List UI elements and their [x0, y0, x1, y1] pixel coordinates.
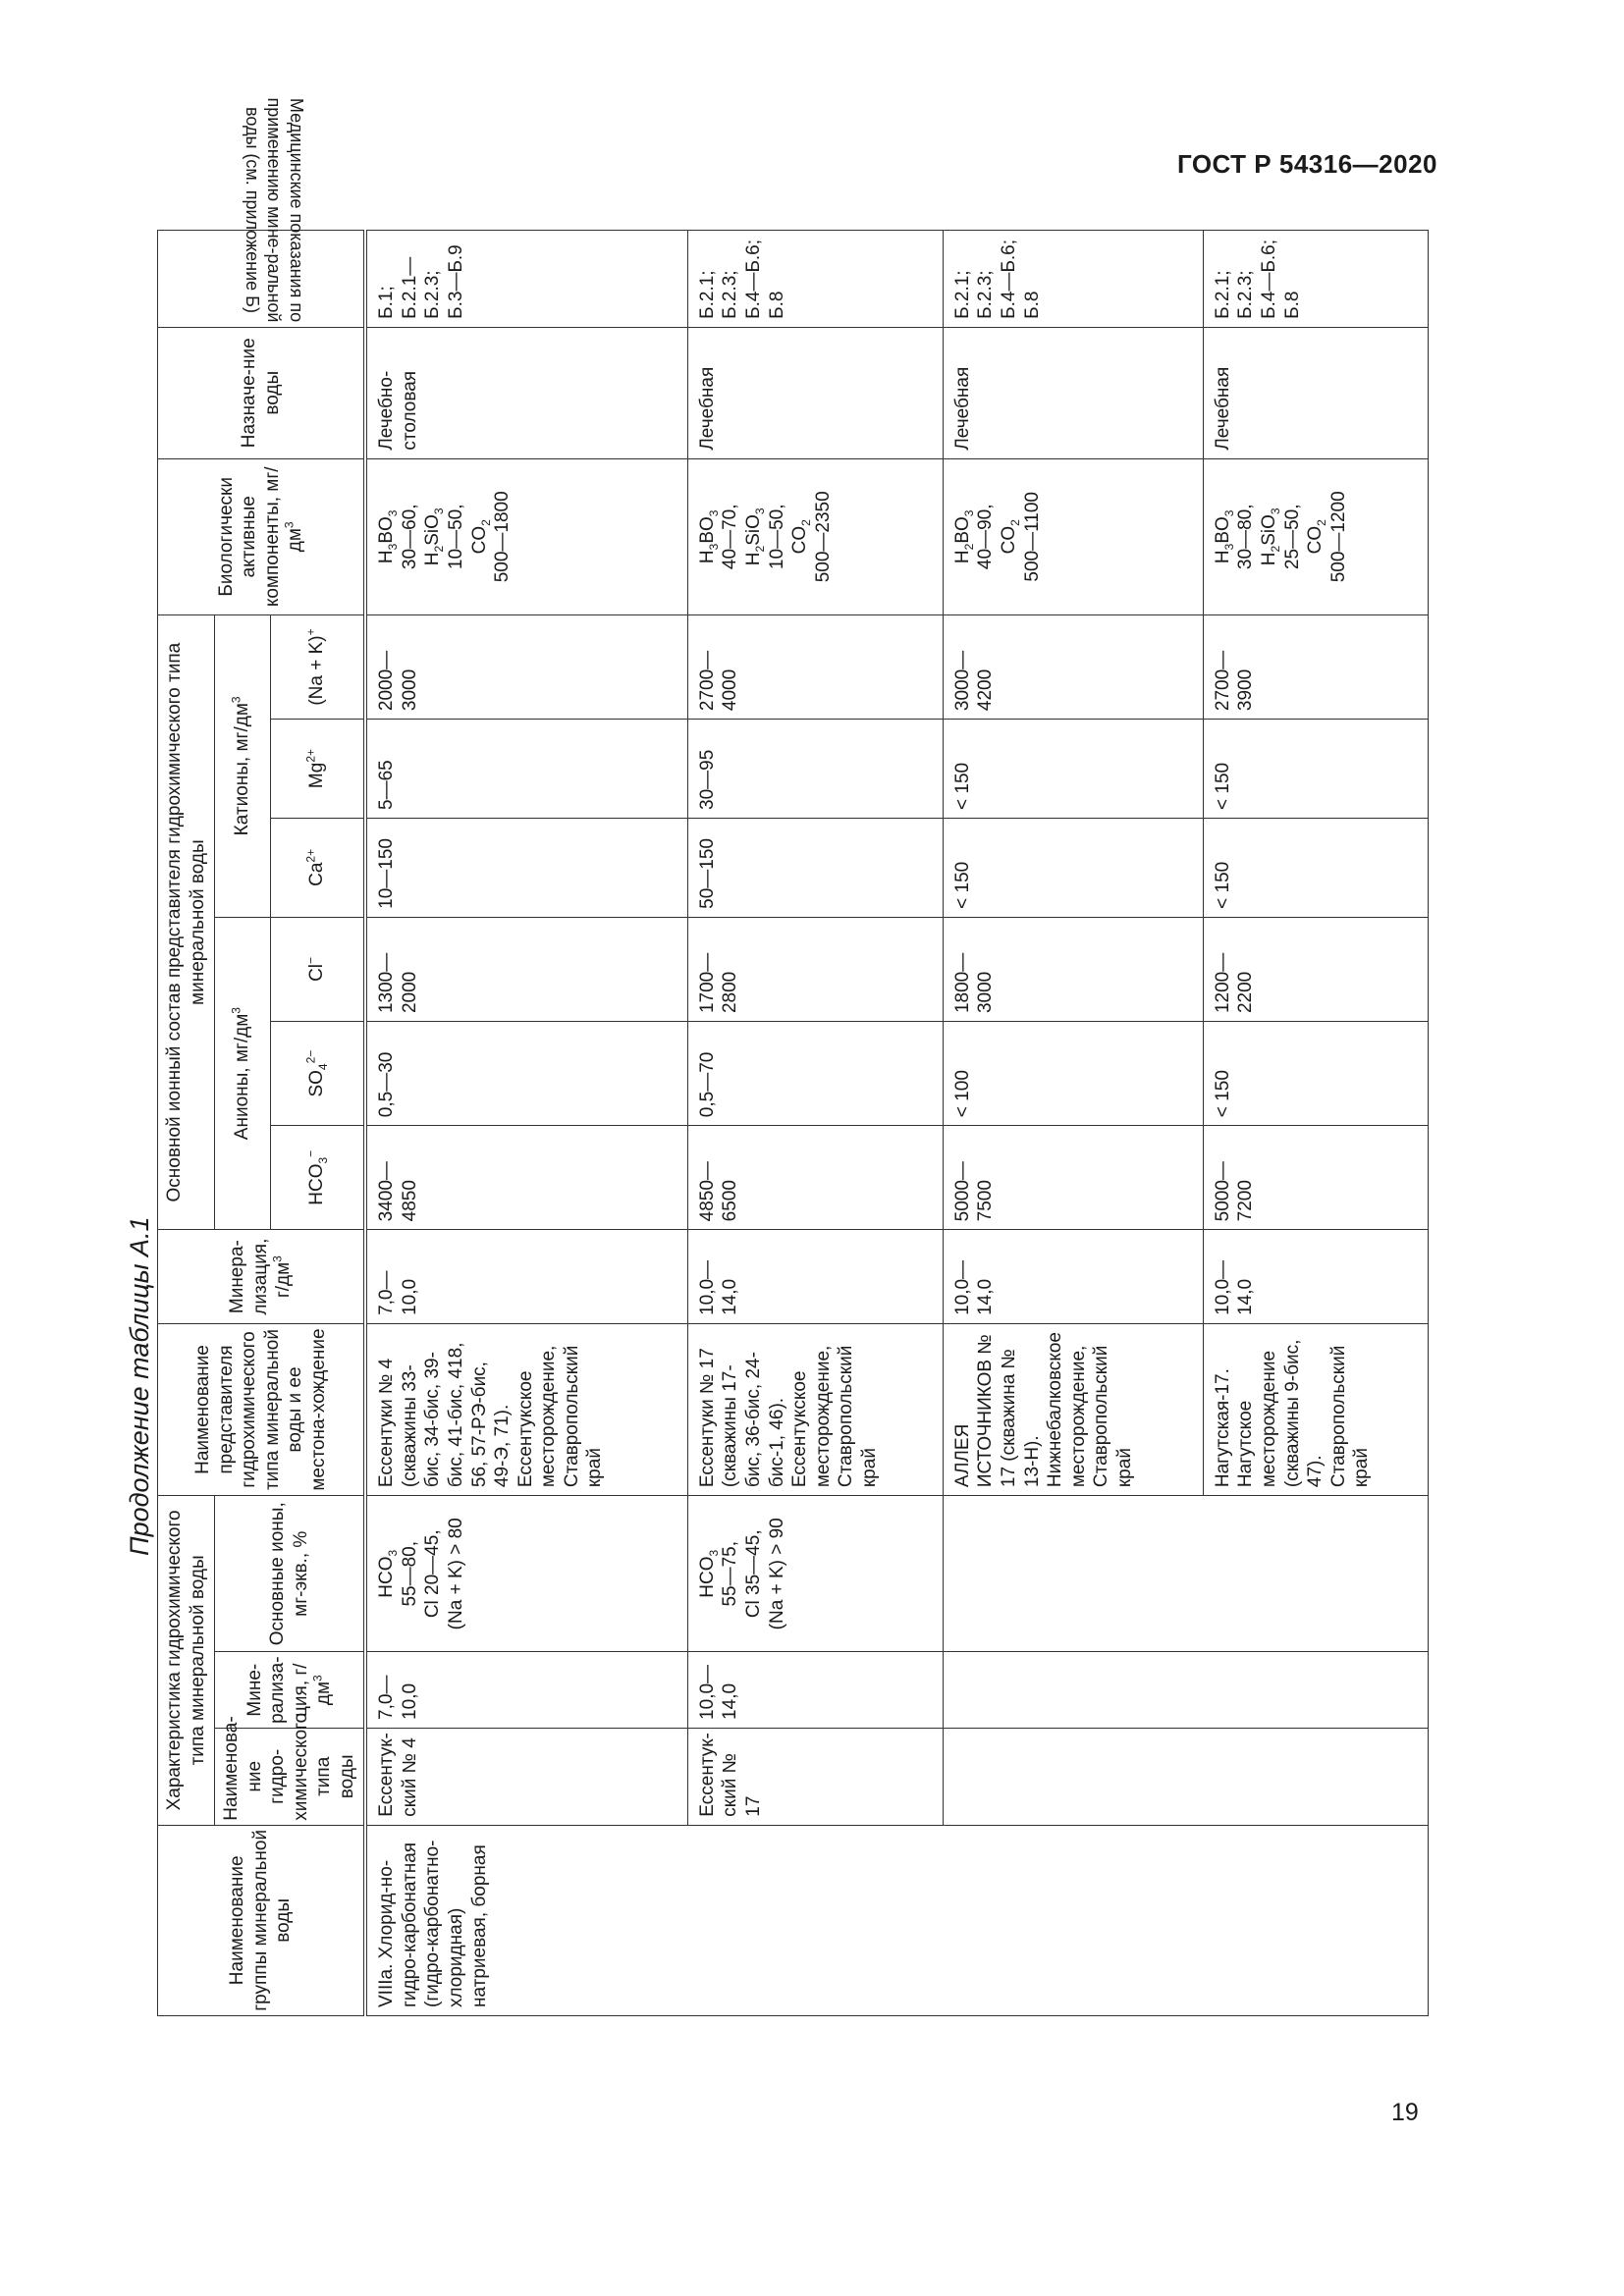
water-purpose: Лечебная	[943, 327, 1203, 458]
rep-mineralization: 7,0—10,0	[365, 1230, 687, 1324]
header-rep-mineralization: Минера-лизация, $г/дм^3$	[158, 1230, 366, 1324]
header-row-1	[158, 231, 215, 2016]
medical-indications: Б.2.1; Б.2.3; Б.4—Б.6; Б.8	[943, 231, 1203, 328]
empty-cell	[1203, 1496, 1428, 1652]
header-hydro-name: Наименова-ние гидро-химического типа воды	[215, 1728, 366, 1825]
na-k-value: 2000—3000	[365, 614, 687, 719]
empty-cell	[943, 1652, 1203, 1729]
water-purpose: Лечебно-столовая	[365, 327, 687, 458]
main-ions: $HCO_3$ 55—80, Cl 20—45, (Na + K) > 80	[365, 1496, 687, 1652]
representative-name: АЛЛЕЯ ИСТОЧНИКОВ № 17 (скважина № 13-Н). Нижнебалковское месторождение, Ставропольский край	[943, 1323, 1203, 1495]
header-so4: $SO_4^{2-}$	[271, 1022, 366, 1126]
group-cell: VIIIa. Хлорид-но-гидро-карбонатная (гидро-карбонатно-хлоридная) натриевая, борная	[365, 1825, 1428, 2015]
cl-value: 1800—3000	[943, 917, 1203, 1021]
header-hco3: $HCO_3^-$	[271, 1126, 366, 1230]
header-ionic-composition: Основной ионный состав представителя гидрохимического типа минеральной воды	[158, 614, 215, 1229]
hydro-mineralization: 10,0—14,0	[687, 1652, 943, 1729]
empty-cell	[943, 1728, 1203, 1825]
ca-value: < 150	[1203, 818, 1428, 917]
header-representative: Наименование представителя гидрохимического типа минеральной воды и ее местона-хождение	[158, 1323, 366, 1495]
header-anions: Анионы, $мг/дм^3$	[215, 917, 271, 1230]
hco3-value: 4850—6500	[687, 1126, 943, 1230]
so4-value: < 100	[943, 1022, 1203, 1126]
ca-value: 10—150	[365, 818, 687, 917]
standard-number: ГОСТ Р 54316—2020	[1176, 149, 1437, 179]
empty-cell	[943, 1496, 1203, 1652]
so4-value: < 150	[1203, 1022, 1428, 1126]
table-row	[1203, 231, 1428, 2016]
hydro-name: Ессентук-ский № 17	[687, 1728, 943, 1825]
header-medical-text: Медицинские показания по применению мине-ральной воды (см. приложение Б)	[242, 97, 306, 323]
bioactive-components: $H_2BO_3$ 40—90, $CO_2$ 500—1100	[943, 458, 1203, 614]
header-medical	[158, 97, 366, 328]
representative-name: Ессентуки № 4 (скважины 33-бис, 34-бис, 39-бис, 41-бис, 418, 56, 57-РЭ-бис, 49-Э, 71). Ессентукское месторождение, Ставропольский край	[365, 1323, 687, 1495]
water-purpose: Лечебная	[1203, 327, 1428, 458]
bioactive-components: $H_3BO_3$ 40—70, $H_2SiO_3$ 10—50, $CO_2$ 500—2350	[687, 458, 943, 614]
header-group: Наименование группы минеральной воды	[158, 1825, 366, 2015]
table-caption: Продолжение таблицы А.1	[125, 1216, 154, 1556]
cl-value: 1200—2200	[1203, 917, 1428, 1021]
header-cations: Катионы, $мг/дм^3$	[215, 614, 271, 917]
header-mg: $Mg^{2+}$	[271, 720, 366, 819]
mg-value: < 150	[943, 720, 1203, 819]
rep-mineralization: 10,0—14,0	[943, 1230, 1203, 1324]
mg-value: < 150	[1203, 720, 1428, 819]
header-hydro-characteristics: Характеристика гидрохимического типа минеральной воды	[158, 1496, 215, 1826]
rep-mineralization: 10,0—14,0	[1203, 1230, 1428, 1324]
na-k-value: 3000—4200	[943, 614, 1203, 719]
so4-value: 0,5—70	[687, 1022, 943, 1126]
header-ca: $Ca^{2+}$	[271, 818, 366, 917]
mg-value: 30—95	[687, 720, 943, 819]
header-na-k: (Na + K)+	[271, 614, 366, 719]
hydro-name: Ессентук-ский № 4	[365, 1728, 687, 1825]
header-main-ions: Основные ионы, мг-экв., %	[215, 1496, 366, 1652]
representative-name: Ессентуки № 17 (скважины 17-бис, 36-бис, 24-бис-1, 46). Ессентукское месторождение, Ставропольский край	[687, 1323, 943, 1495]
table-row	[687, 231, 943, 2016]
header-cl: Cl−	[271, 917, 366, 1021]
water-purpose: Лечебная	[687, 327, 943, 458]
page-number: 19	[1391, 2099, 1419, 2126]
medical-indications: Б.2.1; Б.2.3; Б.4—Б.6; Б.8	[1203, 231, 1428, 328]
hydro-mineralization: 7,0—10,0	[365, 1652, 687, 1729]
bioactive-components: $H_3BO_3$ 30—80, $H_2SiO_3$ 25—50, $CO_2$ 500—1200	[1203, 458, 1428, 614]
so4-value: 0,5—30	[365, 1022, 687, 1126]
medical-indications: Б.2.1; Б.2.3; Б.4—Б.6; Б.8	[687, 231, 943, 328]
empty-cell	[1203, 1652, 1428, 1729]
empty-cell	[1203, 1728, 1428, 1825]
ca-value: 50—150	[687, 818, 943, 917]
table-row	[365, 231, 687, 2016]
cl-value: 1300—2000	[365, 917, 687, 1021]
main-ions: $HCO_3$ 55—75, Cl 35—45, (Na + K) > 90	[687, 1496, 943, 1652]
rep-mineralization: 10,0—14,0	[687, 1230, 943, 1324]
medical-indications: Б.1; Б.2.1—Б.2.3; Б.3—Б.9	[365, 231, 687, 328]
header-purpose: Назначе-ние воды	[158, 327, 366, 458]
header-bioactive: Биологически активные компоненты, $мг/дм^3$	[158, 458, 366, 614]
hco3-value: 3400—4850	[365, 1126, 687, 1230]
hco3-value: 5000—7500	[943, 1126, 1203, 1230]
na-k-value: 2700—3900	[1203, 614, 1428, 719]
representative-name: Нагутская-17. Нагутское месторождение (скважины 9-бис, 47). Ставропольский край	[1203, 1323, 1428, 1495]
ca-value: < 150	[943, 818, 1203, 917]
mg-value: 5—65	[365, 720, 687, 819]
bioactive-components: $H_3BO_3$ 30—60, $H_2SiO_3$ 10—50, $CO_2$ 500—1800	[365, 458, 687, 614]
table-row	[943, 231, 1203, 2016]
hco3-value: 5000—7200	[1203, 1126, 1428, 1230]
header-hydro-mineralization: Мине-рализа-ция, $г/дм^3$	[215, 1652, 366, 1729]
na-k-value: 2700—4000	[687, 614, 943, 719]
cl-value: 1700—2800	[687, 917, 943, 1021]
